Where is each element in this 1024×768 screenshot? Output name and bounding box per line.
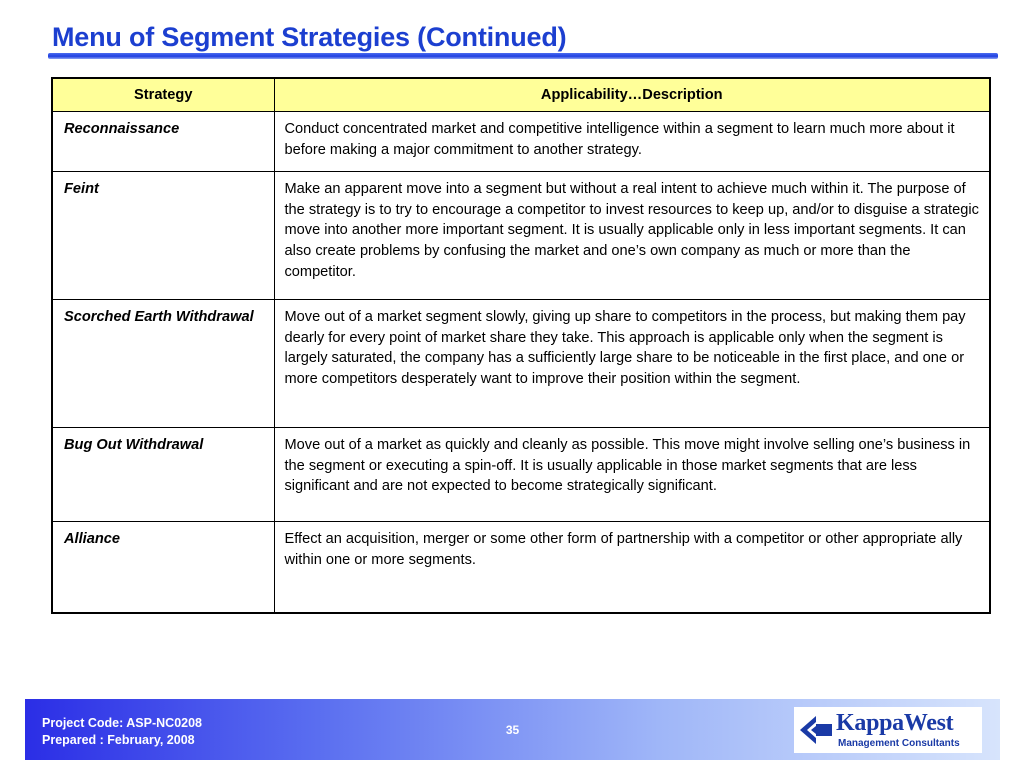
strategy-table [51,77,991,614]
table-row [52,112,990,172]
logo-subtitle: Management Consultants [838,738,960,749]
strategy-cell: Bug Out Withdrawal [52,428,274,522]
description-cell: Conduct concentrated market and competitive intelligence within a segment to learn much more about it before making a major commitment to another strategy. [274,112,990,172]
column-header-description: Applicability…Description [274,78,990,112]
strategy-cell: Feint [52,172,274,300]
strategy-cell: Scorched Earth Withdrawal [52,300,274,428]
strategy-cell: Alliance [52,522,274,614]
table-row [52,428,990,522]
title-underline [48,53,998,59]
strategy-cell: Reconnaissance [52,112,274,172]
prepared-date: Prepared : February, 2008 [42,733,195,747]
kappawest-arrow-logo-icon [800,716,832,744]
slide-title: Menu of Segment Strategies (Continued) [52,22,567,52]
page-number: 35 [505,723,520,737]
table-row [52,300,990,428]
description-cell: Make an apparent move into a segment but without a real intent to achieve much within it. The purpose of the strategy is to try to encourage a competitor to invest resources to keep up, and/or to disguise a strategic move into another more important segment. It is usually applicable only in less important segments. It can also create problems by confusing the market and one’s own company as much or more than the competitor. [274,172,990,300]
description-cell: Move out of a market as quickly and cleanly as possible. This move might involve selling one’s business in the segment or executing a spin-off. It is usually applicable in those market segments that are less significant and are not expected to become strategically significant. [274,428,990,522]
table-row [52,172,990,300]
table-row [52,522,990,614]
column-header-strategy: Strategy [52,78,274,112]
table-header-row [52,78,990,112]
logo-name: KappaWest [836,710,954,736]
footer-bar [25,699,1000,760]
project-code: Project Code: ASP-NC0208 [42,716,202,730]
description-cell: Move out of a market segment slowly, giving up share to competitors in the process, but making them pay dearly for every point of market share they take. This approach is applicable only when the segment is largely saturated, the company has a sufficiently large share to be noticeable in the first place, and one or more competitors desperately want to improve their position within the segment. [274,300,990,428]
kappawest-logo [794,707,982,753]
description-cell: Effect an acquisition, merger or some other form of partnership with a competitor or other appropriate ally within one or more segments. [274,522,990,614]
